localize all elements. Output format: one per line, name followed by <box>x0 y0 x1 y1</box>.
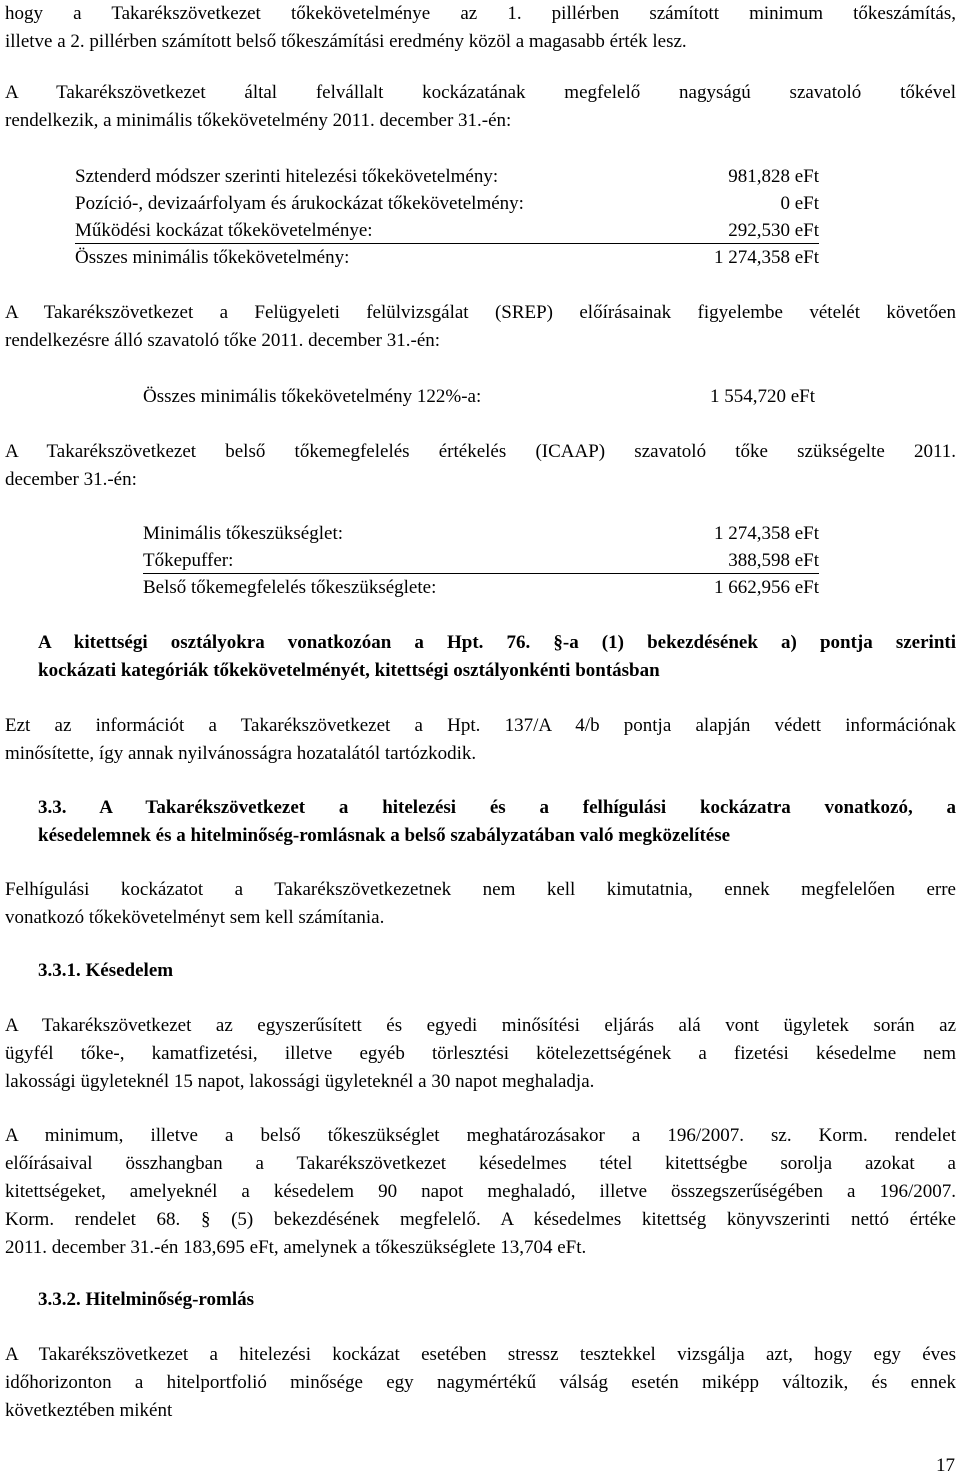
text-line: Felhígulási kockázatot a Takarékszövetkezetnek nem kell kimutatnia, ennek megfelelően erre <box>5 879 956 900</box>
text-line: Korm. rendelet 68. § (5) bekezdésének megfelelő. A késedelmes kitettség könyvszerinti nettó értéke <box>5 1209 956 1230</box>
text-line: előírásaival összhangban a Takarékszövetkezet késedelmes tétel kitettségbe sorolja azokat a <box>5 1153 956 1174</box>
row-value: 1 662,956 eFt <box>713 577 819 598</box>
text-line: ügyfél tőke-, kamatfizetési, illetve egyéb törlesztési kötelezettségének a fizetési késedelme nem <box>5 1043 956 1064</box>
text-line: következtében miként <box>5 1400 173 1421</box>
srep-table <box>143 383 815 410</box>
row-label: Pozíció-, devizaárfolyam és árukockázat tőkekövetelmény: <box>75 193 524 214</box>
page-number: 17 <box>936 1455 955 1476</box>
text-line: A Takarékszövetkezet belső tőkemegfelelés értékelés (ICAAP) szavatoló tőke szükségelte 2011. <box>5 441 956 462</box>
intro-paragraph <box>5 0 956 56</box>
section-3-3-1-heading: 3.3.1. Késedelem <box>38 960 174 981</box>
row-value: 292,530 eFt <box>728 220 819 241</box>
text-line: A minimum, illetve a belső tőkeszükséglet meghatározásakor a 196/2007. sz. Korm. rendelet <box>5 1125 956 1146</box>
text-line: időhorizonton a hitelportfolió minősége egy nagymértékű válság esetén miképp változik, és ennek <box>5 1372 956 1393</box>
text-line: 2011. december 31.-én 183,695 eFt, amelynek a tőkeszükséglete 13,704 eFt. <box>5 1237 587 1258</box>
protected-info-paragraph <box>5 712 956 768</box>
credit-quality-paragraph <box>5 1341 956 1425</box>
table-row <box>143 520 819 547</box>
table-row <box>75 190 819 217</box>
text-line: minősítette, így annak nyilvánosságra hozatalától tartózkodik. <box>5 743 477 764</box>
table-row <box>143 547 819 574</box>
text-line: A Takarékszövetkezet a hitelezési kockázat esetében stressz tesztekkel vizsgálja azt, hogy egy éves <box>5 1344 956 1365</box>
row-label: Működési kockázat tőkekövetelménye: <box>75 220 373 241</box>
text-line: vonatkozó tőkekövetelményt sem kell számítania. <box>5 907 385 928</box>
text-line: kitettségeket, amelyeknél a késedelem 90 napot meghaladó, illetve összegszerűségében a 196/2007. <box>5 1181 956 1202</box>
row-label: Belső tőkemegfelelés tőkeszükséglete: <box>143 577 437 598</box>
row-label: Minimális tőkeszükséglet: <box>143 523 344 544</box>
heading-line: A kitettségi osztályokra vonatkozóan a Hpt. 76. §-a (1) bekezdésének a) pontja szerinti <box>38 632 956 653</box>
row-value: 1 274,358 eFt <box>713 247 819 268</box>
icaap-paragraph <box>5 438 956 494</box>
text-line: rendelkezik, a minimális tőkekövetelmény 2011. december 31.-én: <box>5 110 512 131</box>
row-value: 0 eFt <box>780 193 819 214</box>
section-3-3-2-heading: 3.3.2. Hitelminőség-romlás <box>38 1289 255 1310</box>
text-line: illetve a 2. pillérben számított belső tőkeszámítási eredmény közöl a magasabb érték lesz. <box>5 31 687 52</box>
table-row <box>75 163 819 190</box>
heading-line: kockázati kategóriák tőkekövetelményét, kitettségi osztályonkénti bontásban <box>38 660 660 681</box>
text-line: december 31.-én: <box>5 469 137 490</box>
row-label: Tőkepuffer: <box>143 550 234 571</box>
dilution-paragraph <box>5 876 956 932</box>
exposure-classes-heading <box>38 629 956 685</box>
table-row-total <box>143 574 819 601</box>
row-value: 1 554,720 eFt <box>709 386 815 407</box>
table-row <box>143 383 815 410</box>
minimum-capital-paragraph <box>5 1122 956 1262</box>
text-line: Ezt az információt a Takarékszövetkezet a Hpt. 137/A 4/b pontja alapján védett információnak <box>5 715 956 736</box>
row-value: 981,828 eFt <box>728 166 819 187</box>
row-label: Összes minimális tőkekövetelmény: <box>75 247 350 268</box>
row-value: 1 274,358 eFt <box>713 523 819 544</box>
icaap-table <box>143 520 819 601</box>
row-value: 388,598 eFt <box>728 550 819 571</box>
text-line: lakossági ügyleteknél 15 napot, lakossági ügyleteknél a 30 napot meghaladja. <box>5 1071 595 1092</box>
srep-paragraph <box>5 299 956 355</box>
delay-paragraph <box>5 1012 956 1096</box>
table-row-total <box>75 244 819 271</box>
capital-paragraph <box>5 79 956 135</box>
text-line: A Takarékszövetkezet a Felügyeleti felülvizsgálat (SREP) előírásainak figyelembe vételét követően <box>5 302 956 323</box>
text-line: hogy a Takarékszövetkezet tőkekövetelménye az 1. pillérben számított minimum tőkeszámítás, <box>5 3 956 24</box>
text-line: A Takarékszövetkezet által felvállalt kockázatának megfelelő nagyságú szavatoló tőkével <box>5 82 956 103</box>
minimum-capital-table <box>75 163 819 271</box>
heading-line: 3.3. A Takarékszövetkezet a hitelezési és a felhígulási kockázatra vonatkozó, a <box>38 797 956 818</box>
text-line: rendelkezésre álló szavatoló tőke 2011. december 31.-én: <box>5 330 441 351</box>
text-line: A Takarékszövetkezet az egyszerűsített és egyedi minősítési eljárás alá vont ügyletek során az <box>5 1015 956 1036</box>
row-label: Sztenderd módszer szerinti hitelezési tőkekövetelmény: <box>75 166 499 187</box>
table-row <box>75 217 819 244</box>
section-3-3-heading <box>38 794 956 850</box>
heading-line: késedelemnek és a hitelminőség-romlásnak a belső szabályzatában való megközelítése <box>38 825 731 846</box>
row-label: Összes minimális tőkekövetelmény 122%-a: <box>143 386 482 407</box>
